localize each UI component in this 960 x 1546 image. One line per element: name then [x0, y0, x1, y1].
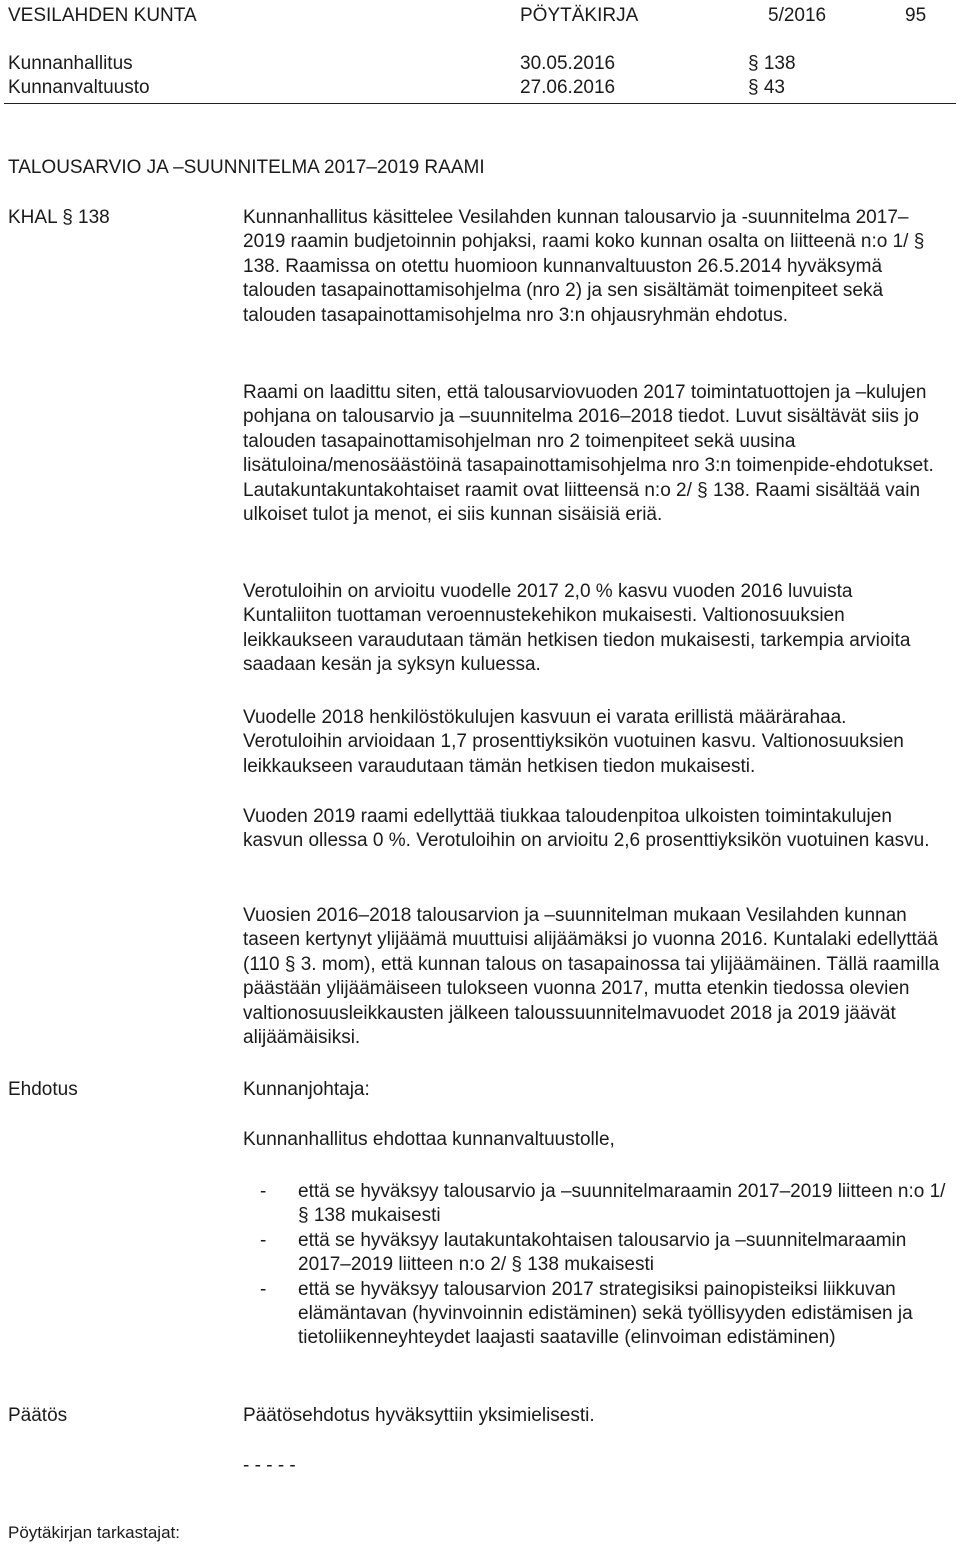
page-number: 95 — [905, 5, 927, 26]
header-body-1: Kunnanhallitus — [8, 53, 133, 74]
list-item-text: että se hyväksyy talousarvion 2017 strategisiksi painopisteiksi liikkuvan elämäntavan (hyvinvoinnin edistäminen) sekä työllisyyden edistämisen ja tietoliikenneyhteydet laajasti saataville (elinvoiman edistäminen) — [298, 1278, 913, 1349]
paragraph-4-text: Vuodelle 2018 henkilöstökulujen kasvuun ei varata erillistä määrärahaa. Verotuloihin arvioidaan 1,7 prosenttiyksikön vuotuinen kasvu. Valtionosuuksien leikkaukseen varaudutaan tämän hetkisen tiedon mukaisesti. — [243, 707, 904, 777]
list-item — [260, 1180, 950, 1229]
proposal-author: Kunnanjohtaja: — [243, 1079, 370, 1100]
list-item — [260, 1278, 950, 1351]
khal-label: KHAL § 138 — [8, 207, 110, 228]
list-item — [260, 1229, 950, 1278]
proposal-intro: Kunnanhallitus ehdottaa kunnanvaltuustolle, — [243, 1129, 615, 1150]
header-date-1: 30.05.2016 — [520, 53, 616, 74]
decision-label: Päätös — [8, 1405, 68, 1426]
header-body-2: Kunnanvaltuusto — [8, 77, 150, 98]
separator: - - - - - — [243, 1455, 296, 1476]
paragraph-2-text: Raami on laadittu siten, että talousarviovuoden 2017 toimintatuottojen ja –kulujen pohjana on talousarvio ja –suunnitelma 2016–2018 tiedot. Luvut sisältävät siis jo talouden tasapainottamisohjelman nro 2 toimenpiteet sekä uusina lisätuloina/menosäästöinä tasapainottamisohjelma nro 3:n toimenpide-ehdotukset. Lautakuntakuntakohtaiset raamit ovat liitteensä n:o 2/ § 138. Raami sisältää vain ulkoiset tulot ja menot, ei siis kunnan sisäisiä eriä. — [243, 382, 934, 526]
list-dash: - — [260, 1229, 267, 1251]
paragraph-6-text: Vuosien 2016–2018 talousarvion ja –suunnitelman mukaan Vesilahden kunnan taseen kertynyt ylijäämä muuttuisi alijäämäksi jo vuonna 2016. Kuntalaki edellyttää (110 § 3. mom), että kunnan talous on tasapainossa tai ylijäämäinen. Tällä raamilla päästään ylijäämäiseen tulokseen vuonna 2017, mutta etenkin tiedossa olevien valtionosuusleikkausten jälkeen taloussuunnitelmavuodet 2018 ja 2019 jäävät alijäämäisiksi. — [243, 905, 940, 1049]
paragraph-6 — [243, 904, 943, 1050]
footer-reviewers: Pöytäkirjan tarkastajat: — [8, 1523, 180, 1542]
issue-number: 5/2016 — [768, 5, 827, 26]
paragraph-1-text: Kunnanhallitus käsittelee Vesilahden kunnan talousarvio ja -suunnitelma 2017–2019 raamin budjetoinnin pohjaksi, raami koko kunnan osalta on liitteenä n:o 1/ § 138. Raamissa on otettu huomioon kunnanvaltuuston 26.5.2014 hyväksymä talouden tasapainottamisohjelma (nro 2) ja sen sisältämät toimenpiteet sekä talouden tasapainottamisohjelma nro 3:n ohjausryhmän ehdotus. — [243, 207, 925, 326]
list-dash: - — [260, 1278, 267, 1300]
header-section-1: § 138 — [748, 53, 796, 74]
decision-text: Päätösehdotus hyväksyttiin yksimielisesti. — [243, 1405, 595, 1426]
header-section-2: § 43 — [748, 77, 785, 98]
paragraph-5 — [243, 805, 943, 854]
doc-type: PÖYTÄKIRJA — [520, 5, 639, 26]
proposal-label: Ehdotus — [8, 1079, 78, 1100]
list-item-text: että se hyväksyy lautakuntakohtaisen talousarvio ja –suunnitelmaraamin 2017–2019 liitteen n:o 2/ § 138 mukaisesti — [298, 1229, 907, 1276]
paragraph-4 — [243, 706, 943, 779]
paragraph-1 — [243, 206, 943, 328]
list-item-text: että se hyväksyy talousarvio ja –suunnitelmaraamin 2017–2019 liitteen n:o 1/ § 138 mukaisesti — [298, 1181, 946, 1227]
document-title: TALOUSARVIO JA –SUUNNITELMA 2017–2019 RAAMI — [8, 157, 485, 178]
proposal-list — [260, 1180, 950, 1351]
header-divider — [4, 103, 956, 104]
list-dash: - — [260, 1181, 267, 1202]
org-name: VESILAHDEN KUNTA — [8, 5, 197, 26]
header-date-2: 27.06.2016 — [520, 77, 616, 98]
paragraph-5-text: Vuoden 2019 raami edellyttää tiukkaa taloudenpitoa ulkoisten toimintakulujen kasvun ollessa 0 %. Verotuloihin on arvioitu 2,6 prosenttiyksikön vuotuinen kasvu. — [243, 806, 930, 852]
paragraph-3-text: Verotuloihin on arvioitu vuodelle 2017 2,0 % kasvu vuoden 2016 luvuista Kuntaliiton tuottaman veroennustekehikon mukaisesti. Valtionosuuksien leikkaukseen varaudutaan tämän hetkisen tiedon mukaisesti, tarkempia arvioita saadaan kesän ja syksyn kuluessa. — [243, 581, 911, 676]
paragraph-3 — [243, 580, 943, 678]
paragraph-2 — [243, 381, 943, 527]
